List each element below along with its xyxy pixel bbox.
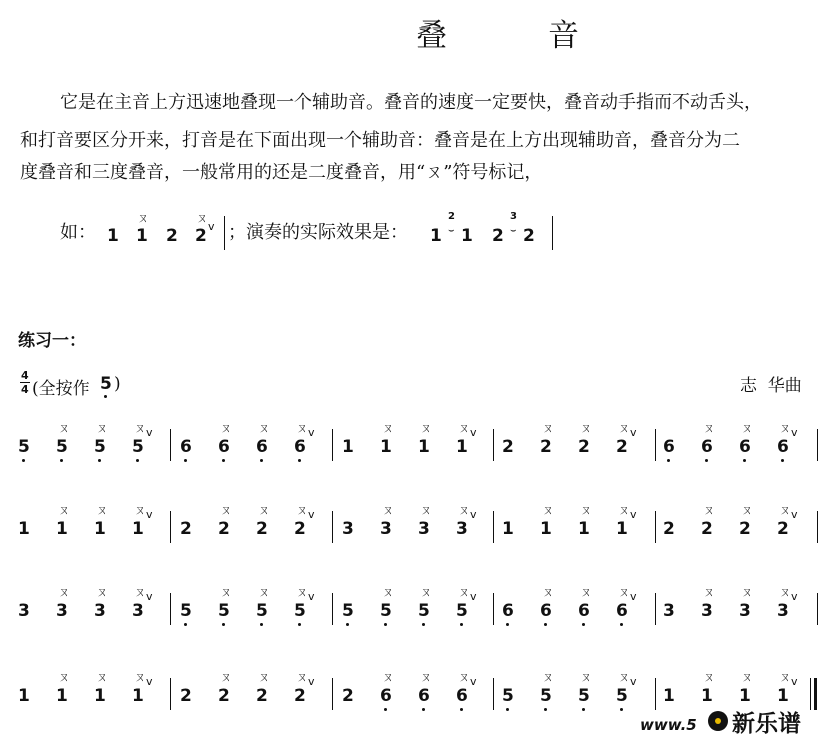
ornament-icon: ㄡ	[134, 421, 147, 435]
breath-mark-icon: v	[630, 508, 637, 521]
ornament-icon: ㄡ	[741, 503, 754, 517]
low-octave-dot	[743, 459, 746, 462]
ornament-icon: ㄡ	[382, 421, 395, 435]
key-note: 5	[100, 374, 112, 394]
breath-mark-icon: v	[146, 590, 153, 603]
note: 6	[256, 437, 268, 457]
barline	[493, 429, 494, 461]
low-octave-dot	[222, 459, 225, 462]
note: 3	[777, 601, 789, 621]
ornament-icon: ㄡ	[779, 503, 792, 517]
note: 1	[739, 686, 751, 706]
barline	[655, 511, 656, 543]
ornament-icon: ㄡ	[58, 670, 71, 684]
low-octave-dot	[104, 395, 107, 398]
breath-mark-icon: v	[208, 220, 215, 233]
ornament-icon: ㄡ	[580, 503, 593, 517]
note: 1	[380, 437, 392, 457]
ornament-icon: ㄡ	[703, 503, 716, 517]
note: 5	[456, 601, 468, 621]
example-effect-note-1: 1	[430, 226, 442, 246]
ornament-icon: ㄡ	[96, 585, 109, 599]
final-barline	[814, 678, 817, 710]
low-octave-dot	[506, 708, 509, 711]
ornament-icon: ㄡ	[134, 503, 147, 517]
ornament-icon: ㄡ	[420, 503, 433, 517]
example-effect-note-3: 2	[492, 226, 504, 246]
ornament-icon: ㄡ	[618, 503, 631, 517]
note: 3	[132, 601, 144, 621]
barline	[493, 593, 494, 625]
barline	[170, 593, 171, 625]
note: 6	[502, 601, 514, 621]
note: 6	[616, 601, 628, 621]
ornament-icon: ㄡ	[458, 421, 471, 435]
example-note-4: 2	[195, 226, 207, 246]
ornament-icon: ㄡ	[542, 421, 555, 435]
music-disc-icon	[708, 711, 728, 731]
note: 6	[380, 686, 392, 706]
ornament-icon: ㄡ	[296, 503, 309, 517]
low-octave-dot	[260, 459, 263, 462]
note: 1	[18, 686, 30, 706]
example-prefix: 如：	[60, 222, 96, 243]
composer: 志 华曲	[740, 376, 802, 396]
breath-mark-icon: v	[146, 426, 153, 439]
ornament-icon: ㄡ	[779, 421, 792, 435]
watermark-brand: 新乐谱	[732, 711, 801, 737]
note: 1	[56, 519, 68, 539]
time-sig-top: 4	[21, 369, 29, 382]
grace-note-1: 2	[448, 211, 455, 222]
note: 3	[94, 601, 106, 621]
low-octave-dot	[136, 459, 139, 462]
note: 1	[94, 686, 106, 706]
ornament-icon: ㄡ	[580, 421, 593, 435]
ornament-icon: ㄡ	[618, 585, 631, 599]
note: 3	[418, 519, 430, 539]
note: 2	[578, 437, 590, 457]
ornament-icon: ㄡ	[458, 503, 471, 517]
ornament-icon: ㄡ	[741, 585, 754, 599]
low-octave-dot	[422, 708, 425, 711]
low-octave-dot	[705, 459, 708, 462]
ornament-icon: ㄡ	[220, 670, 233, 684]
low-octave-dot	[298, 623, 301, 626]
note: 6	[218, 437, 230, 457]
barline	[170, 678, 171, 710]
note: 2	[218, 519, 230, 539]
ornament-icon: ㄡ	[542, 503, 555, 517]
low-octave-dot	[781, 459, 784, 462]
note: 1	[18, 519, 30, 539]
low-octave-dot	[222, 623, 225, 626]
note: 3	[18, 601, 30, 621]
note: 2	[180, 686, 192, 706]
ornament-icon: ㄡ	[58, 503, 71, 517]
note: 5	[616, 686, 628, 706]
ornament-icon: ㄡ	[618, 670, 631, 684]
low-octave-dot	[506, 623, 509, 626]
breath-mark-icon: v	[470, 508, 477, 521]
note: 6	[456, 686, 468, 706]
note: 1	[616, 519, 628, 539]
note: 5	[218, 601, 230, 621]
low-octave-dot	[620, 708, 623, 711]
ornament-icon: ㄡ	[96, 421, 109, 435]
exercise-label: 练习一：	[18, 331, 86, 351]
note: 6	[294, 437, 306, 457]
barline	[655, 593, 656, 625]
breath-mark-icon: v	[470, 590, 477, 603]
ornament-icon: ㄡ	[703, 670, 716, 684]
barline	[170, 511, 171, 543]
note: 5	[18, 437, 30, 457]
example-note-2: 1	[136, 226, 148, 246]
note: 5	[256, 601, 268, 621]
note: 3	[456, 519, 468, 539]
low-octave-dot	[260, 623, 263, 626]
note: 1	[132, 519, 144, 539]
ornament-icon: ㄡ	[741, 670, 754, 684]
low-octave-dot	[582, 623, 585, 626]
ornament-icon: ㄡ	[134, 670, 147, 684]
note: 1	[418, 437, 430, 457]
note: 3	[739, 601, 751, 621]
low-octave-dot	[384, 623, 387, 626]
note: 1	[578, 519, 590, 539]
note: 5	[342, 601, 354, 621]
ornament-icon: ㄡ	[296, 670, 309, 684]
breath-mark-icon: v	[308, 590, 315, 603]
barline	[170, 429, 171, 461]
low-octave-dot	[22, 459, 25, 462]
note: 5	[56, 437, 68, 457]
ornament-icon: ㄡ	[96, 670, 109, 684]
note: 2	[256, 686, 268, 706]
note: 3	[663, 601, 675, 621]
barline	[817, 511, 818, 543]
time-sig-bottom: 4	[21, 383, 29, 396]
note: 6	[180, 437, 192, 457]
note: 1	[342, 437, 354, 457]
note: 6	[701, 437, 713, 457]
breath-mark-icon: v	[630, 426, 637, 439]
low-octave-dot	[98, 459, 101, 462]
ornament-icon: ㄡ	[542, 670, 555, 684]
ornament-icon: ㄡ	[542, 585, 555, 599]
note: 2	[218, 686, 230, 706]
example-mid-text: ；演奏的实际效果是：	[228, 222, 408, 243]
watermark-url: www.5	[640, 716, 697, 734]
example-effect-note-4: 2	[523, 226, 535, 246]
low-octave-dot	[544, 708, 547, 711]
key-close: )	[114, 374, 121, 394]
barline	[332, 593, 333, 625]
barline	[817, 429, 818, 461]
barline	[493, 678, 494, 710]
barline	[493, 511, 494, 543]
ornament-icon: ㄡ	[258, 670, 271, 684]
intro-line-2: 和打音要区分开来，打音是在下面出现一个辅助音：叠音是在上方出现辅助音，叠音分为二	[20, 130, 740, 151]
ornament-icon: ㄡ	[58, 585, 71, 599]
breath-mark-icon: v	[791, 675, 798, 688]
ornament-icon: ㄡ	[779, 670, 792, 684]
ornament-icon: ㄡ	[420, 585, 433, 599]
grace-note-2: 3	[510, 211, 517, 222]
low-octave-dot	[184, 623, 187, 626]
low-octave-dot	[60, 459, 63, 462]
ornament-icon: ㄡ	[382, 670, 395, 684]
note: 1	[94, 519, 106, 539]
breath-mark-icon: v	[146, 675, 153, 688]
note: 1	[540, 519, 552, 539]
note: 1	[663, 686, 675, 706]
breath-mark-icon: v	[791, 426, 798, 439]
ornament-icon: ㄡ	[296, 585, 309, 599]
breath-mark-icon: v	[791, 590, 798, 603]
note: 1	[56, 686, 68, 706]
note: 2	[294, 519, 306, 539]
note: 3	[56, 601, 68, 621]
note: 5	[94, 437, 106, 457]
breath-mark-icon: v	[470, 675, 477, 688]
ornament-icon: ㄡ	[382, 585, 395, 599]
note: 6	[739, 437, 751, 457]
ornament-icon: ㄡ	[420, 670, 433, 684]
ornament-icon: ㄡ	[137, 211, 150, 225]
ornament-icon: ㄡ	[580, 670, 593, 684]
note: 2	[663, 519, 675, 539]
note: 6	[540, 601, 552, 621]
ornament-icon: ㄡ	[58, 421, 71, 435]
note: 2	[256, 519, 268, 539]
ornament-icon: ㄡ	[420, 421, 433, 435]
low-octave-dot	[544, 623, 547, 626]
note: 3	[701, 601, 713, 621]
ornament-icon: ㄡ	[703, 585, 716, 599]
note: 2	[180, 519, 192, 539]
breath-mark-icon: v	[791, 508, 798, 521]
key-indication: (全按作	[32, 379, 90, 399]
low-octave-dot	[184, 459, 187, 462]
title-char-1: 叠	[416, 18, 447, 54]
ornament-icon: ㄡ	[96, 503, 109, 517]
note: 5	[418, 601, 430, 621]
note: 2	[739, 519, 751, 539]
ornament-icon: ㄡ	[580, 585, 593, 599]
low-octave-dot	[298, 459, 301, 462]
low-octave-dot	[582, 708, 585, 711]
note: 6	[418, 686, 430, 706]
breath-mark-icon: v	[308, 426, 315, 439]
note: 2	[502, 437, 514, 457]
note: 1	[502, 519, 514, 539]
ornament-icon: ㄡ	[382, 503, 395, 517]
ornament-icon: ㄡ	[258, 503, 271, 517]
low-octave-dot	[460, 708, 463, 711]
low-octave-dot	[384, 708, 387, 711]
barline	[817, 593, 818, 625]
ornament-icon: ㄡ	[296, 421, 309, 435]
low-octave-dot	[460, 623, 463, 626]
note: 5	[380, 601, 392, 621]
ornament-icon: ㄡ	[220, 421, 233, 435]
barline	[224, 216, 225, 250]
example-note-3: 2	[166, 226, 178, 246]
note: 2	[342, 686, 354, 706]
ornament-icon: ㄡ	[196, 211, 209, 225]
ornament-icon: ㄡ	[258, 421, 271, 435]
ornament-icon: ㄡ	[703, 421, 716, 435]
ornament-icon: ㄡ	[779, 585, 792, 599]
breath-mark-icon: v	[630, 590, 637, 603]
note: 3	[380, 519, 392, 539]
intro-line-3: 度叠音和三度叠音，一般常用的还是二度叠音，用“ㄡ”符号标记，	[20, 162, 543, 183]
ornament-icon: ㄡ	[618, 421, 631, 435]
barline	[332, 429, 333, 461]
low-octave-dot	[667, 459, 670, 462]
barline	[810, 678, 811, 710]
example-effect-note-2: 1	[461, 226, 473, 246]
barline	[332, 678, 333, 710]
low-octave-dot	[620, 623, 623, 626]
barline	[655, 429, 656, 461]
barline	[655, 678, 656, 710]
note: 6	[578, 601, 590, 621]
slur-icon: ⌣	[448, 225, 455, 236]
ornament-icon: ㄡ	[741, 421, 754, 435]
ornament-icon: ㄡ	[458, 585, 471, 599]
note: 5	[132, 437, 144, 457]
note: 5	[502, 686, 514, 706]
note: 5	[578, 686, 590, 706]
breath-mark-icon: v	[308, 508, 315, 521]
note: 2	[616, 437, 628, 457]
note: 1	[777, 686, 789, 706]
barline	[332, 511, 333, 543]
ornament-icon: ㄡ	[220, 503, 233, 517]
ornament-icon: ㄡ	[458, 670, 471, 684]
note: 5	[294, 601, 306, 621]
example-note-1: 1	[107, 226, 119, 246]
note: 5	[180, 601, 192, 621]
note: 2	[777, 519, 789, 539]
breath-mark-icon: v	[630, 675, 637, 688]
note: 2	[701, 519, 713, 539]
note: 1	[701, 686, 713, 706]
note: 5	[540, 686, 552, 706]
note: 2	[294, 686, 306, 706]
ornament-icon: ㄡ	[134, 585, 147, 599]
note: 6	[663, 437, 675, 457]
note: 1	[132, 686, 144, 706]
title-char-2: 音	[548, 18, 579, 54]
note: 6	[777, 437, 789, 457]
breath-mark-icon: v	[308, 675, 315, 688]
intro-line-1: 它是在主音上方迅速地叠现一个辅助音。叠音的速度一定要快，叠音动手指而不动舌头，	[60, 92, 762, 113]
slur-icon: ⌣	[510, 225, 517, 236]
ornament-icon: ㄡ	[220, 585, 233, 599]
low-octave-dot	[422, 623, 425, 626]
note: 3	[342, 519, 354, 539]
note: 1	[456, 437, 468, 457]
ornament-icon: ㄡ	[258, 585, 271, 599]
note: 2	[540, 437, 552, 457]
breath-mark-icon: v	[470, 426, 477, 439]
breath-mark-icon: v	[146, 508, 153, 521]
barline	[552, 216, 553, 250]
low-octave-dot	[346, 623, 349, 626]
